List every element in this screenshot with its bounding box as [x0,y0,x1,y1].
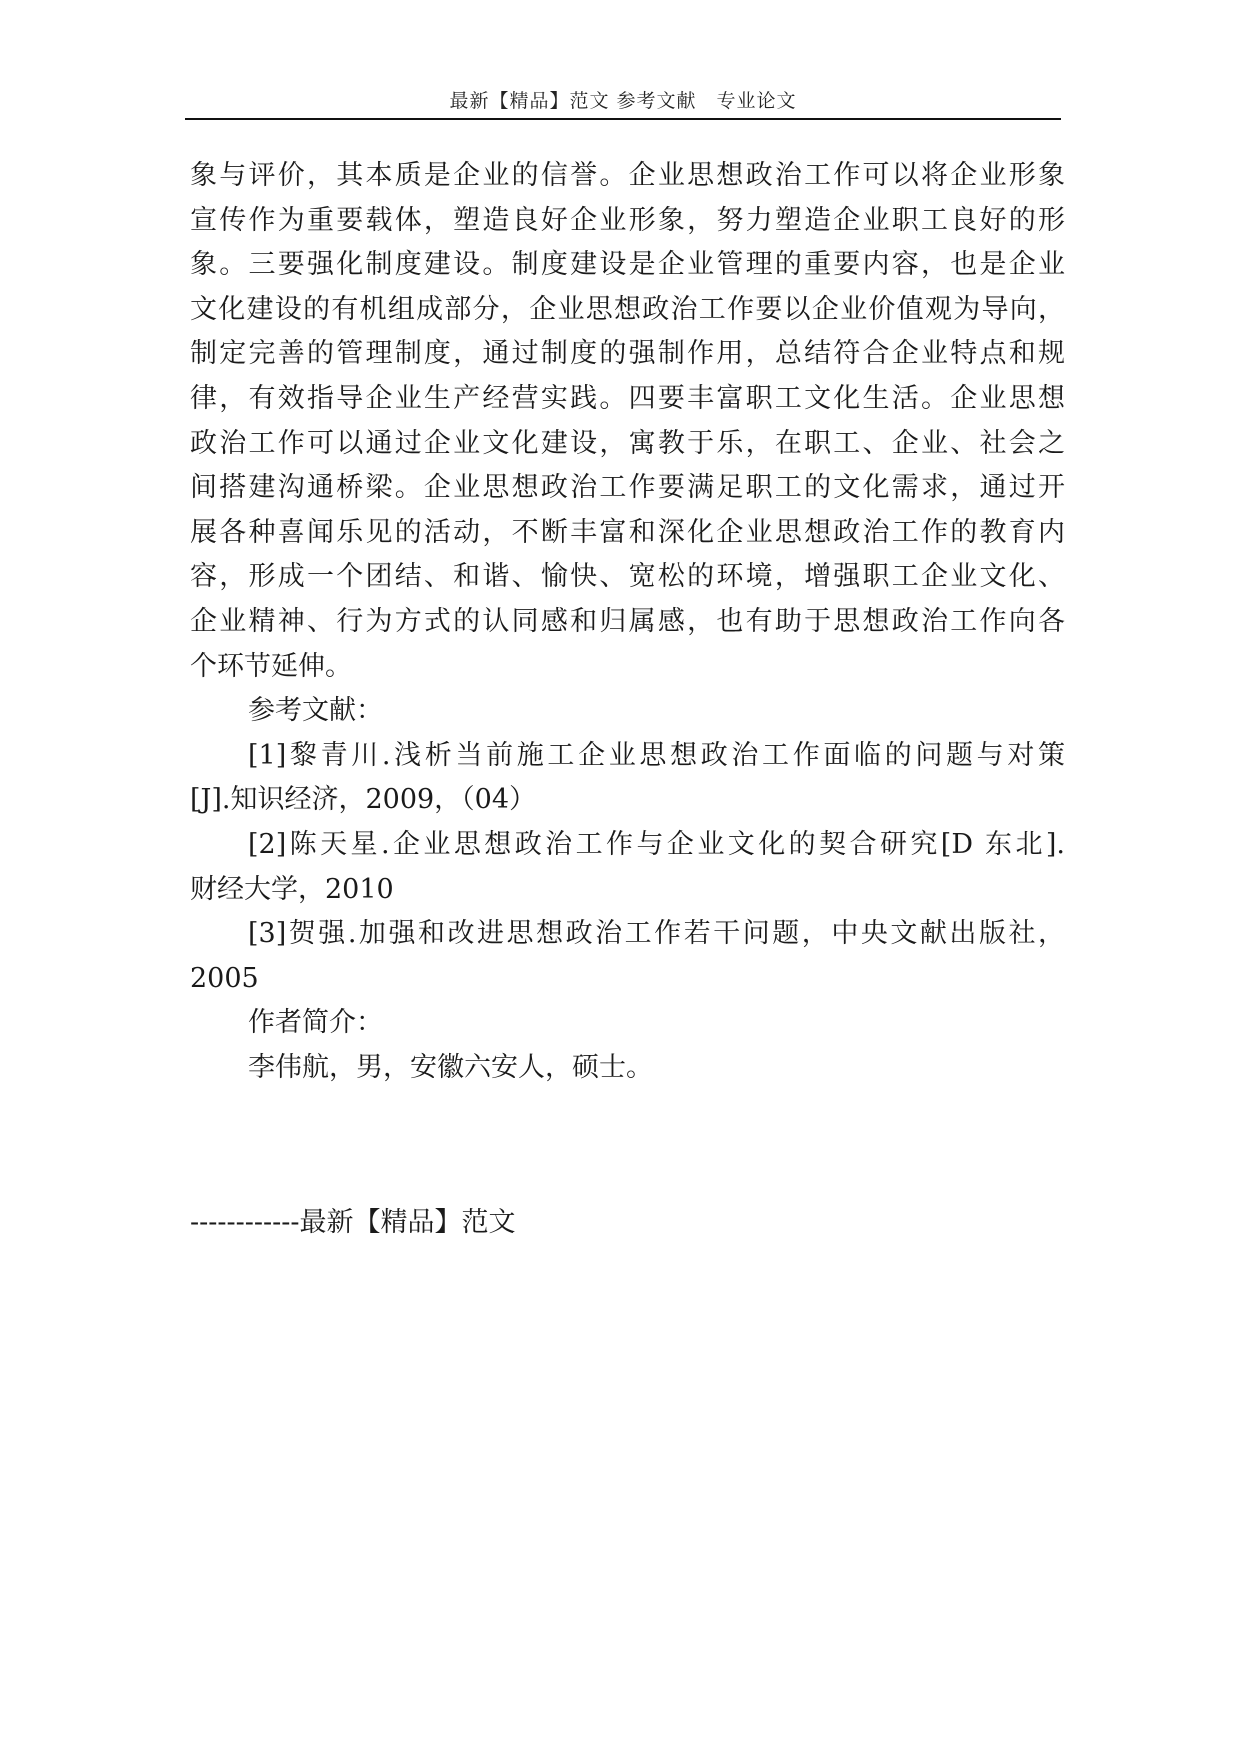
paragraph-line: 企业精神、行为方式的认同感和归属感，也有助于思想政治工作向各 [190,605,1065,637]
references-heading: 参考文献： [248,695,383,727]
reference-2-line-1: [2]陈天星.企业思想政治工作与企业文化的契合研究[D 东北]. [248,828,1065,860]
paragraph-line: 容，形成一个团结、和谐、愉快、宽松的环境，增强职工企业文化、 [190,561,1065,593]
reference-1-line-2: [J].知识经济，2009，（04） [190,784,537,816]
paragraph-line: 象与评价，其本质是企业的信誉。企业思想政治工作可以将企业形象 [190,160,1065,191]
page-header: 最新【精品】范文 参考文献 专业论文 [449,90,797,112]
reference-2-line-2: 财经大学，2010 [190,873,394,905]
paragraph-line: 个环节延伸。 [190,650,352,682]
reference-3-line-1: [3]贺强.加强和改进思想政治工作若干问题，中央文献出版社， [248,918,1065,950]
document-body [190,154,1065,1090]
header-rule [185,118,1061,120]
paragraph-line: 文化建设的有机组成部分，企业思想政治工作要以企业价值观为导向， [190,293,1065,325]
reference-1-line-1: [1]黎青川.浅析当前施工企业思想政治工作面临的问题与对策 [248,739,1065,771]
paragraph-line: 宣传作为重要载体，塑造良好企业形象，努力塑造企业职工良好的形 [190,204,1065,236]
author-heading: 作者简介： [248,1007,383,1039]
paragraph-line: 制定完善的管理制度，通过制度的强制作用，总结符合企业特点和规 [190,338,1065,370]
paragraph-line: 间搭建沟通桥梁。企业思想政治工作要满足职工的文化需求，通过开 [190,472,1065,504]
footer-text: ------------最新【精品】范文 [190,1207,516,1238]
paragraph-line: 律，有效指导企业生产经营实践。四要丰富职工文化生活。企业思想 [190,382,1065,414]
paragraph-line: 象。三要强化制度建设。制度建设是企业管理的重要内容，也是企业 [190,249,1065,281]
reference-3-line-2: 2005 [190,962,259,994]
paragraph-line: 政治工作可以通过企业文化建设，寓教于乐，在职工、企业、社会之 [190,427,1065,459]
author-info: 李伟航，男，安徽六安人，硕士。 [248,1051,653,1083]
paragraph-line: 展各种喜闻乐见的活动，不断丰富和深化企业思想政治工作的教育内 [190,516,1065,548]
